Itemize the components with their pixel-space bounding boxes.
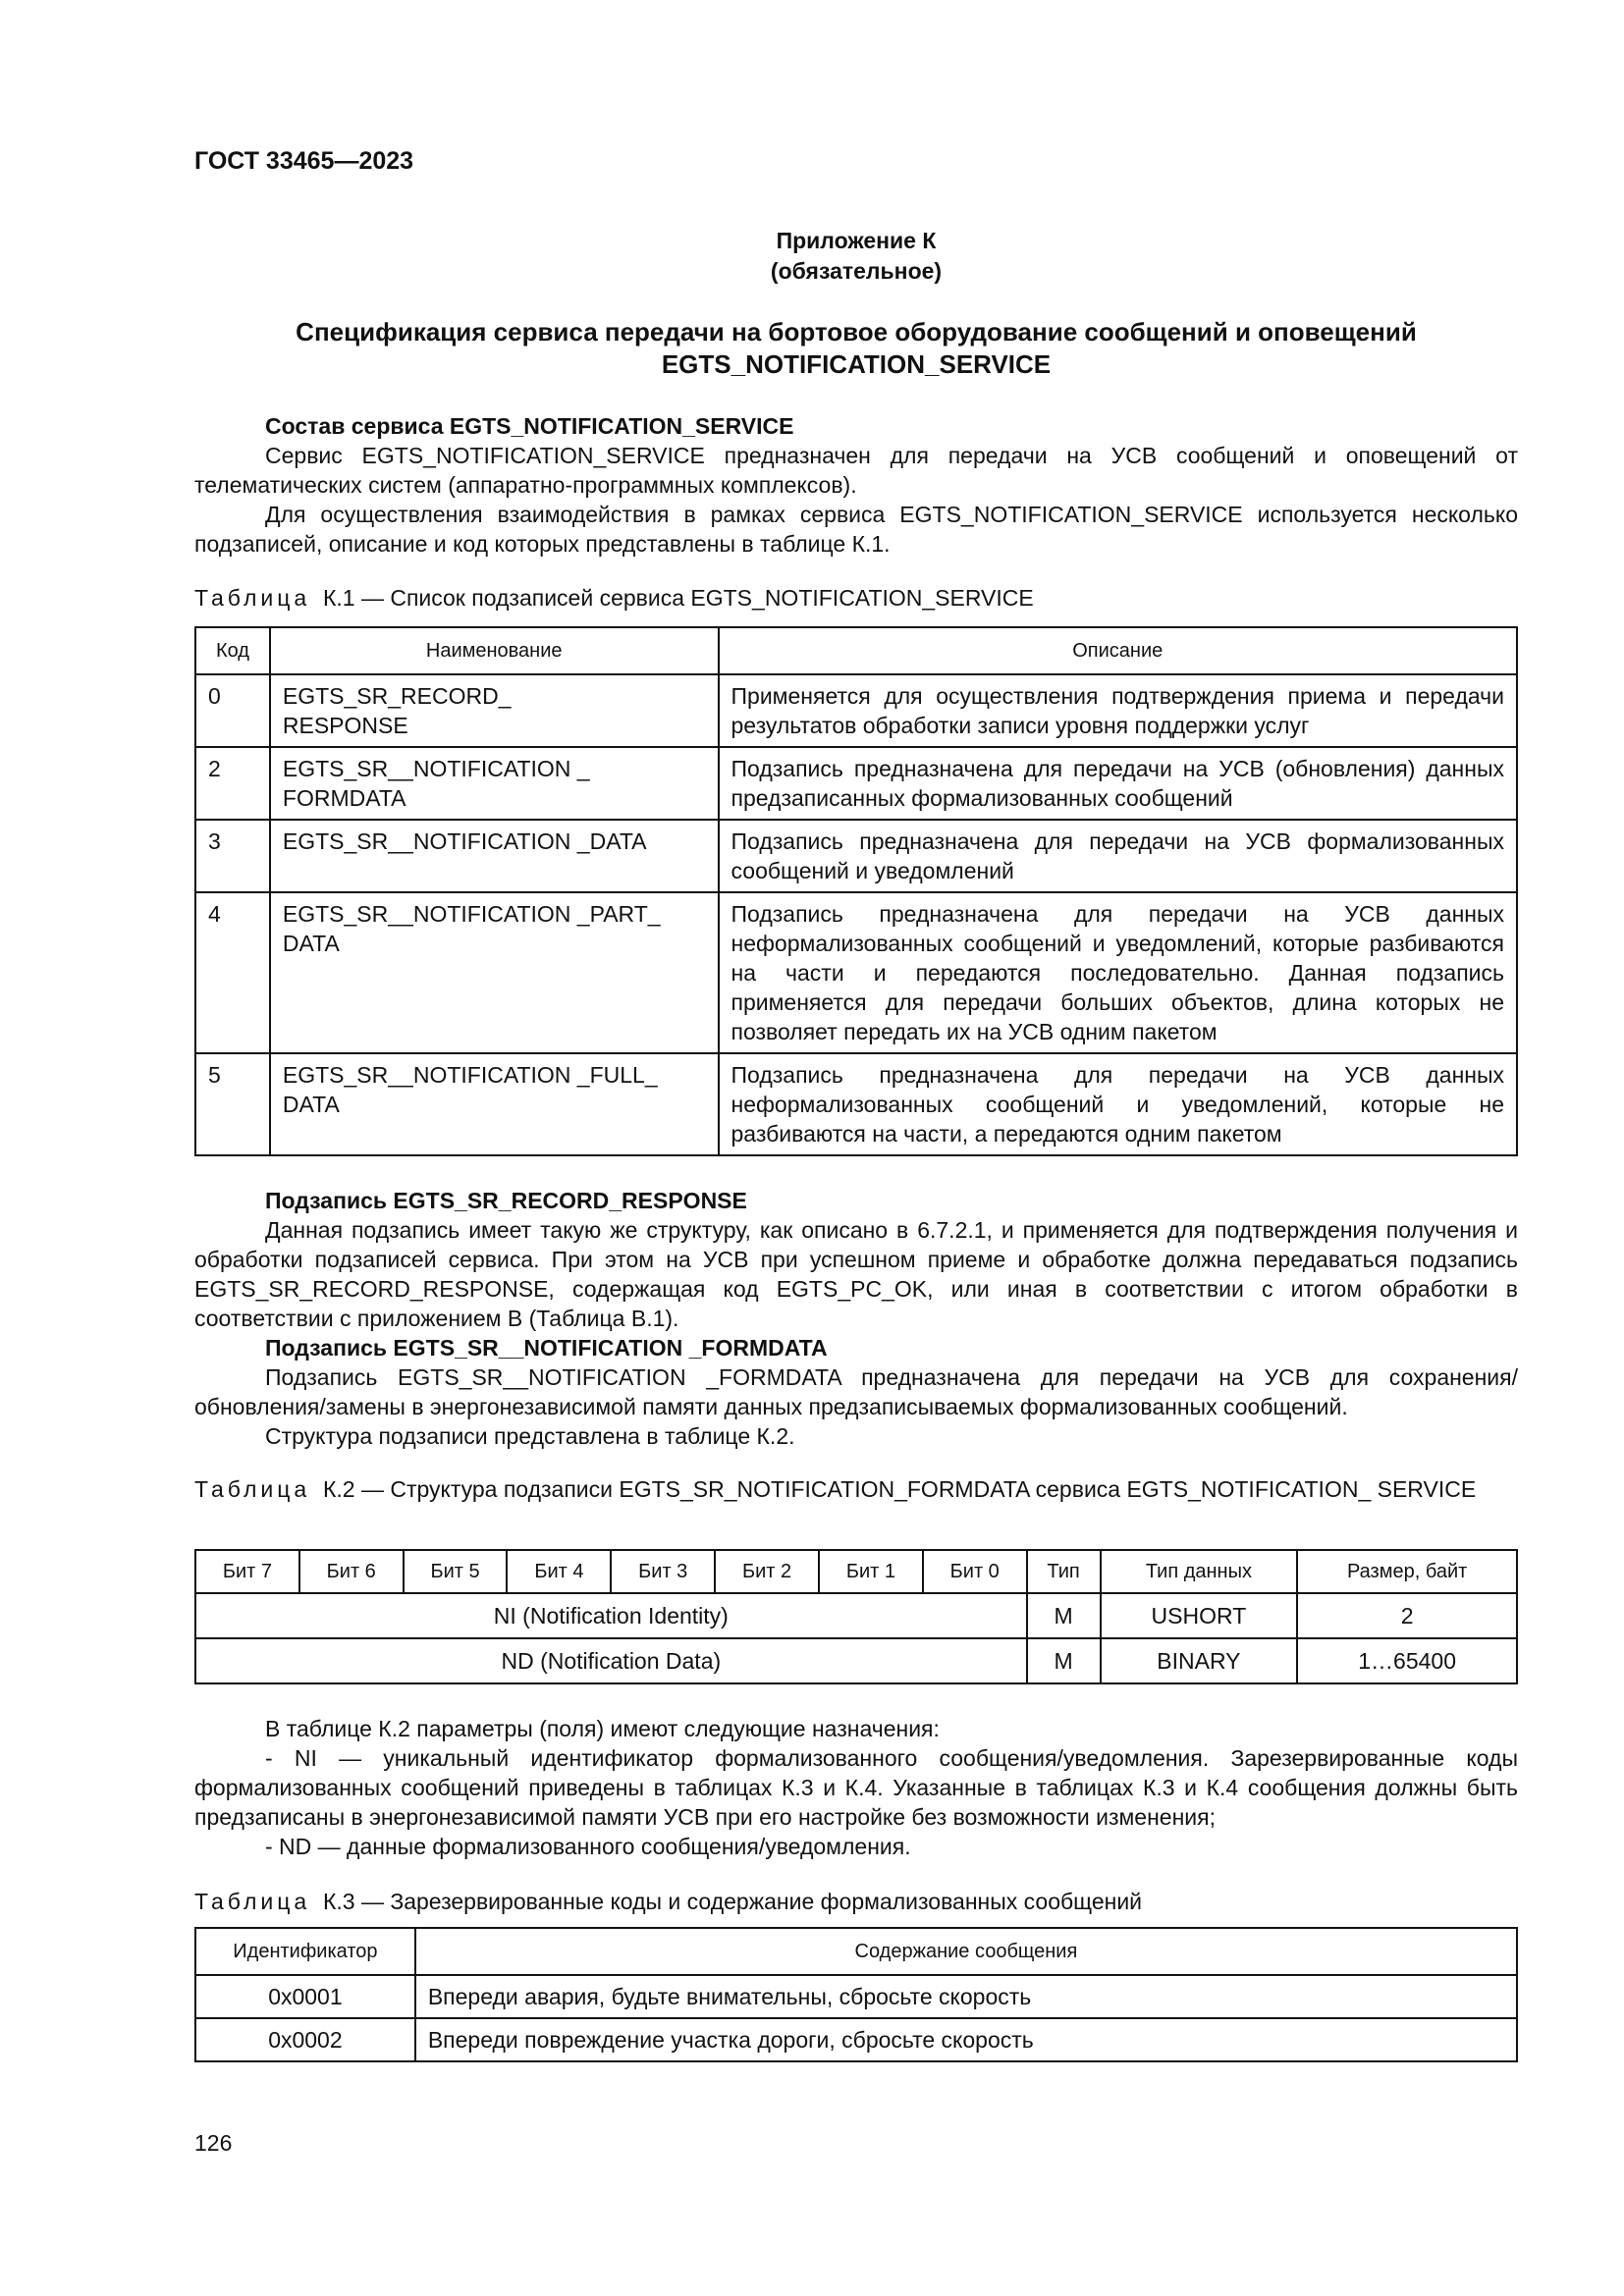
description-cell: Подзапись предназначена для передачи на УСВ данных неформализованных сообщений и уведомлений, которые разбиваются на части и передаются последовательно. Данная подзапись применяется для передачи больших объектов, длина которых не позволяет передать их на УСВ одним пакетом [719,892,1517,1053]
table-row [195,747,1517,820]
table-header-row [195,627,1517,674]
table-row [195,820,1517,892]
table-header-row [195,1550,1517,1593]
description-cell: Подзапись предназначена для передачи на УСВ (обновления) данных предзаписанных формализованных сообщений [719,747,1517,820]
field-cell: NI (Notification Identity) [195,1593,1027,1638]
column-header: Тип данных [1101,1550,1298,1593]
specification-title [194,316,1518,381]
document-header: ГОСТ 33465—2023 [194,147,414,175]
table-row [195,1975,1517,2018]
column-header: Бит 5 [404,1550,508,1593]
name-cell: EGTS_SR__NOTIFICATION _PART_ DATA [270,892,719,1053]
data-type-cell: USHORT [1101,1593,1298,1638]
description-cell: Подзапись предназначена для передачи на УСВ формализованных сообщений и уведомлений [719,820,1517,892]
code-cell: 3 [195,820,270,892]
table-caption-text: К.1 — Список подзаписей сервиса EGTS_NOTIFICATION_SERVICE [322,585,1034,611]
column-header: Бит 6 [299,1550,404,1593]
paragraph: - NI — уникальный идентификатор формализованного сообщения/уведомления. Зарезервированные коды формализованных сообщений приведены в таблицах К.3 и К.4. Указанные в таблицах К.3 и К.4 сообщения должны быть предзаписаны в энергонезависимой памяти УСВ при его настройке без возможности изменения; [194,1745,1518,1830]
column-header: Бит 1 [819,1550,923,1593]
table-k2 [194,1549,1518,1684]
appendix-heading [194,226,1518,287]
section-heading: Подзапись EGTS_SR_RECORD_RESPONSE [265,1188,747,1213]
name-cell: EGTS_SR__NOTIFICATION _FULL_ DATA [270,1053,719,1155]
specification-title-line1: Спецификация сервиса передачи на бортовое оборудование сообщений и оповещений [296,317,1417,347]
paragraph: - ND — данные формализованного сообщения/уведомления. [265,1834,911,1859]
name-cell: EGTS_SR_RECORD_ RESPONSE [270,674,719,747]
code-cell: 4 [195,892,270,1053]
section-heading: Состав сервиса EGTS_NOTIFICATION_SERVICE [265,413,794,439]
table-row [195,1053,1517,1155]
paragraph: Сервис EGTS_NOTIFICATION_SERVICE предназначен для передачи на УСВ сообщений и оповещений от телематических систем (аппаратно-программных комплексов). [194,443,1518,498]
table-row [195,892,1517,1053]
code-cell: 0 [195,674,270,747]
table-caption-word: Таблица [194,1889,311,1914]
column-header: Идентификатор [195,1928,415,1975]
page-number: 126 [194,2130,233,2156]
section-service-composition [194,411,1518,559]
paragraph: Данная подзапись имеет такую же структуру, как описано в 6.7.2.1, и применяется для подтверждения получения и обработки подзаписей сервиса. При этом на УСВ при успешном приеме и обработке должна передаваться подзапись EGTS_SR_RECORD_RESPONSE, содержащая код EGTS_PC_OK, или иная в соответствии с итогом обработки в соответствии с приложением В (Таблица В.1). [194,1217,1518,1331]
table-row [195,2018,1517,2061]
column-header: Бит 0 [923,1550,1027,1593]
table-row [195,1638,1517,1683]
section-subrecords [194,1186,1518,1451]
table-caption-text: К.3 — Зарезервированные коды и содержание формализованных сообщений [322,1889,1143,1914]
column-header: Код [195,627,270,674]
table2-caption [194,1474,1518,1504]
column-header: Бит 7 [195,1550,299,1593]
identifier-cell: 0x0001 [195,1975,415,2018]
column-header: Наименование [270,627,719,674]
table3-caption [194,1887,1518,1916]
table1-caption [194,583,1518,613]
appendix-title: Приложение К [776,228,937,253]
column-header: Бит 2 [715,1550,819,1593]
paragraph: В таблице К.2 параметры (поля) имеют следующие назначения: [265,1716,940,1741]
column-header: Бит 4 [507,1550,611,1593]
field-cell: ND (Notification Data) [195,1638,1027,1683]
size-cell: 1…65400 [1297,1638,1517,1683]
name-cell: EGTS_SR__NOTIFICATION _DATA [270,820,719,892]
data-type-cell: BINARY [1101,1638,1298,1683]
column-header: Размер, байт [1297,1550,1517,1593]
table-row [195,1593,1517,1638]
paragraph: Структура подзаписи представлена в таблице К.2. [265,1423,795,1449]
code-cell: 2 [195,747,270,820]
table-header-row [195,1928,1517,1975]
table-caption-word: Таблица [194,1476,311,1502]
code-cell: 5 [195,1053,270,1155]
identifier-cell: 0x0002 [195,2018,415,2061]
table-caption-text: К.2 — Структура подзаписи EGTS_SR_NOTIFICATION_FORMDATA сервиса EGTS_NOTIFICATION_ SERVICE [322,1476,1477,1502]
section-heading: Подзапись EGTS_SR__NOTIFICATION _FORMDATA [265,1335,828,1361]
size-cell: 2 [1297,1593,1517,1638]
description-cell: Применяется для осуществления подтверждения приема и передачи результатов обработки записи уровня поддержки услуг [719,674,1517,747]
column-header: Тип [1027,1550,1101,1593]
appendix-status: (обязательное) [770,258,943,284]
table-caption-word: Таблица [194,585,311,611]
table-k1 [194,626,1518,1156]
message-cell: Впереди повреждение участка дороги, сбросьте скорость [415,2018,1517,2061]
table-k3 [194,1927,1518,2062]
type-cell: M [1027,1593,1101,1638]
column-header: Описание [719,627,1517,674]
paragraph: Для осуществления взаимодействия в рамках сервиса EGTS_NOTIFICATION_SERVICE используется несколько подзаписей, описание и код которых представлены в таблице К.1. [194,502,1518,557]
paragraph: Подзапись EGTS_SR__NOTIFICATION _FORMDATA предназначена для передачи на УСВ для сохранения/обновления/замены в энергонезависимой памяти данных предзаписываемых формализованных сообщений. [194,1364,1518,1419]
table-row [195,674,1517,747]
column-header: Бит 3 [611,1550,715,1593]
specification-title-line2: EGTS_NOTIFICATION_SERVICE [661,349,1052,379]
name-cell: EGTS_SR__NOTIFICATION _ FORMDATA [270,747,719,820]
column-header: Содержание сообщения [415,1928,1517,1975]
message-cell: Впереди авария, будьте внимательны, сбросьте скорость [415,1975,1517,2018]
description-cell: Подзапись предназначена для передачи на УСВ данных неформализованных сообщений и уведомлений, которые не разбиваются на части, а передаются одним пакетом [719,1053,1517,1155]
section-field-descriptions [194,1714,1518,1861]
type-cell: M [1027,1638,1101,1683]
